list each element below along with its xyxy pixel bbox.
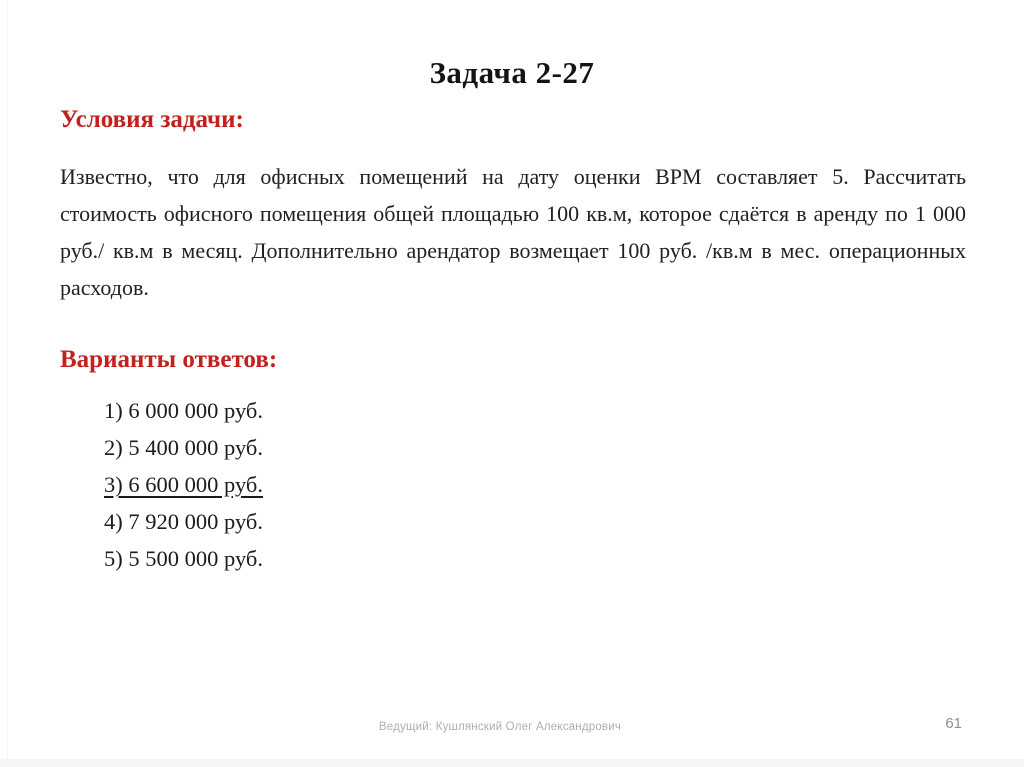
answer-option-5: 5) 5 500 000 руб. bbox=[104, 546, 263, 571]
answer-options-list bbox=[104, 392, 263, 577]
footer-presenter-text: Ведущий: Кушлянский Олег Александрович bbox=[378, 721, 622, 733]
answer-option-4: 4) 7 920 000 руб. bbox=[104, 509, 263, 534]
conditions-paragraph: Известно, что для офисных помещений на дату оценки ВРМ составляет 5. Рассчитать стоимость офисного помещения общей площадью 100 кв.м, которое сдаётся в аренду по 1 000 руб./ кв.м в месяц. Дополнительно арендатор возмещает 100 руб. /кв.м в мес. операционных расходов. bbox=[60, 164, 966, 300]
answer-option-3: 3) 6 600 000 руб. bbox=[104, 472, 263, 497]
answer-option-2: 2) 5 400 000 руб. bbox=[104, 435, 263, 460]
slide-bottom-edge bbox=[0, 759, 1024, 767]
slide-left-edge bbox=[7, 0, 8, 767]
conditions-heading: Условия задачи: bbox=[60, 106, 244, 133]
slide-page-number: 61 bbox=[945, 715, 962, 732]
answers-heading: Варианты ответов: bbox=[60, 346, 278, 373]
answer-option-1: 1) 6 000 000 руб. bbox=[104, 398, 263, 423]
slide-title: Задача 2-27 bbox=[429, 55, 595, 90]
